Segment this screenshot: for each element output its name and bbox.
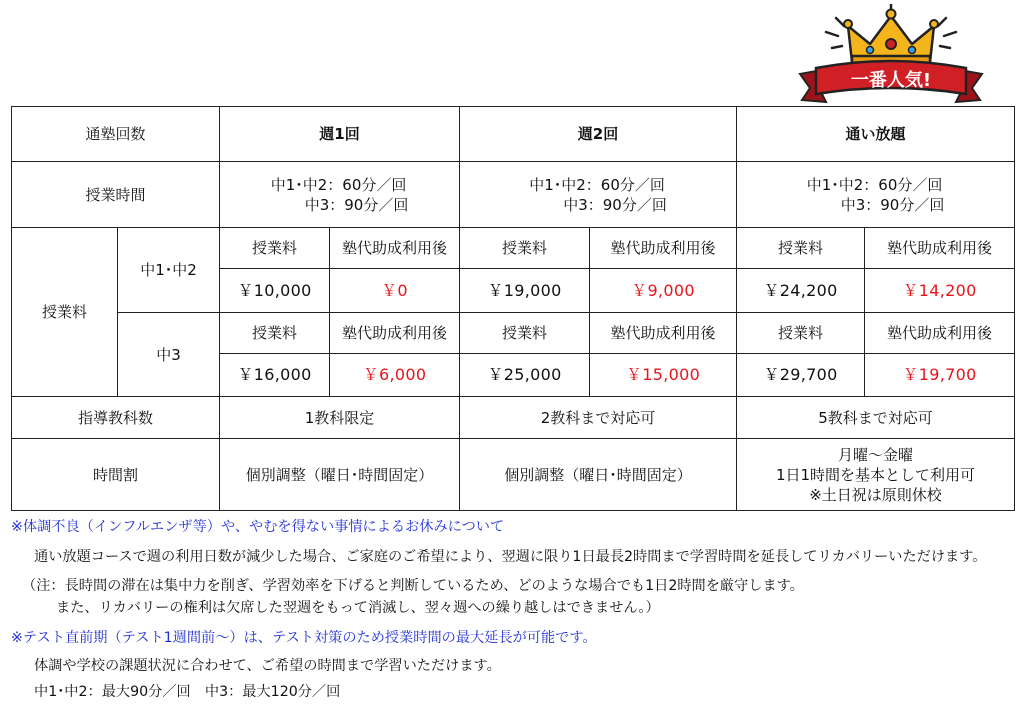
after-col-header: 塾代助成利用後: [590, 228, 737, 269]
class-time-line: 中1･中2：60分／回: [270, 175, 407, 194]
schedule-plan-3: [737, 439, 1015, 511]
grade-label: 中1･中2: [118, 228, 220, 313]
plan-table: [11, 106, 1015, 511]
crown-icon: [844, 10, 938, 67]
plan-unlimited: 通い放題: [737, 107, 1015, 162]
fee-col-header: 授業料: [737, 313, 865, 354]
test-period-limits: 中1･中2：最大90分／回 中3：最大120分／回: [34, 684, 341, 700]
most-popular-badge: [796, 4, 986, 106]
badge-text: 一番人気!: [850, 70, 932, 91]
schedule-plan-2: 個別調整（曜日･時間固定）: [460, 439, 737, 511]
class-time-plan-3: [737, 162, 1015, 228]
visit-count-label: 通塾回数: [12, 107, 220, 162]
fee-value: ￥19,000: [460, 269, 590, 313]
subjects-row: [12, 397, 1015, 439]
after-subsidy-value: ￥15,000: [590, 354, 737, 397]
class-time-line: 中3：90分／回: [840, 195, 945, 214]
schedule-line: 1日1時間を基本として利用可: [775, 465, 976, 484]
fee-label: 授業料: [12, 228, 118, 397]
fee-col-header: 授業料: [220, 313, 330, 354]
absence-note-body: 通い放題コースで週の利用日数が減少した場合、ご家庭のご希望により、翌週に限り1日最長2時間まで学習時間を延長してリカバリーいただけます。: [34, 549, 987, 565]
fee-value: ￥24,200: [737, 269, 865, 313]
class-time-row: [12, 162, 1015, 228]
class-time-line: 中1･中2：60分／回: [806, 175, 943, 194]
subjects-plan-2: 2教科まで対応可: [460, 397, 737, 439]
after-subsidy-value: ￥0: [330, 269, 460, 313]
fee-col-header: 授業料: [460, 313, 590, 354]
after-subsidy-value: ￥19,700: [865, 354, 1015, 397]
fee-col-header: 授業料: [460, 228, 590, 269]
schedule-row: [12, 439, 1015, 511]
fee-header-row: [12, 313, 1015, 354]
class-time-line: 中3：90分／回: [304, 195, 409, 214]
after-col-header: 塾代助成利用後: [865, 313, 1015, 354]
class-time-plan-1: [220, 162, 460, 228]
class-time-line: 中3：90分／回: [563, 195, 667, 214]
fee-value: ￥29,700: [737, 354, 865, 397]
class-time-label: 授業時間: [12, 162, 220, 228]
after-subsidy-value: ￥9,000: [590, 269, 737, 313]
after-col-header: 塾代助成利用後: [590, 313, 737, 354]
schedule-label: 時間割: [12, 439, 220, 511]
subjects-plan-1: 1教科限定: [220, 397, 460, 439]
fee-col-header: 授業料: [220, 228, 330, 269]
class-time-plan-2: [460, 162, 737, 228]
class-time-line: 中1･中2：60分／回: [529, 175, 665, 194]
schedule-line: 月曜～金曜: [838, 445, 914, 464]
fee-value: ￥10,000: [220, 269, 330, 313]
after-col-header: 塾代助成利用後: [330, 313, 460, 354]
fee-header-row: [12, 228, 1015, 269]
absence-note-title: ※体調不良（インフルエンザ等）や、やむを得ない事情によるお休みについて: [11, 519, 505, 535]
fee-col-header: 授業料: [737, 228, 865, 269]
plan-weekly-1: 週1回: [220, 107, 460, 162]
subjects-label: 指導教科数: [12, 397, 220, 439]
subjects-plan-3: 5教科まで対応可: [737, 397, 1015, 439]
test-period-note-body: 体調や学校の課題状況に合わせて、ご希望の時間まで学習いただけます。: [34, 658, 501, 674]
after-col-header: 塾代助成利用後: [330, 228, 460, 269]
after-subsidy-value: ￥6,000: [330, 354, 460, 397]
grade-label: 中3: [118, 313, 220, 397]
after-col-header: 塾代助成利用後: [865, 228, 1015, 269]
after-subsidy-value: ￥14,200: [865, 269, 1015, 313]
fee-value: ￥16,000: [220, 354, 330, 397]
caution-note-line-2: また、リカバリーの権利は欠席した翌週をもって消滅し、翌々週への繰り越しはできません。）: [56, 600, 660, 616]
plan-weekly-2: 週2回: [460, 107, 737, 162]
header-row: [12, 107, 1015, 162]
schedule-plan-1: 個別調整（曜日･時間固定）: [220, 439, 460, 511]
schedule-line: ※土日祝は原則休校: [809, 485, 942, 504]
fee-value: ￥25,000: [460, 354, 590, 397]
caution-note-line-1: （注：長時間の滞在は集中力を削ぎ、学習効率を下げると判断しているため、どのような場合でも1日2時間を厳守します。: [22, 578, 804, 594]
test-period-note-title: ※テスト直前期（テスト1週間前～）は、テスト対策のため授業時間の最大延長が可能です。: [11, 630, 597, 646]
